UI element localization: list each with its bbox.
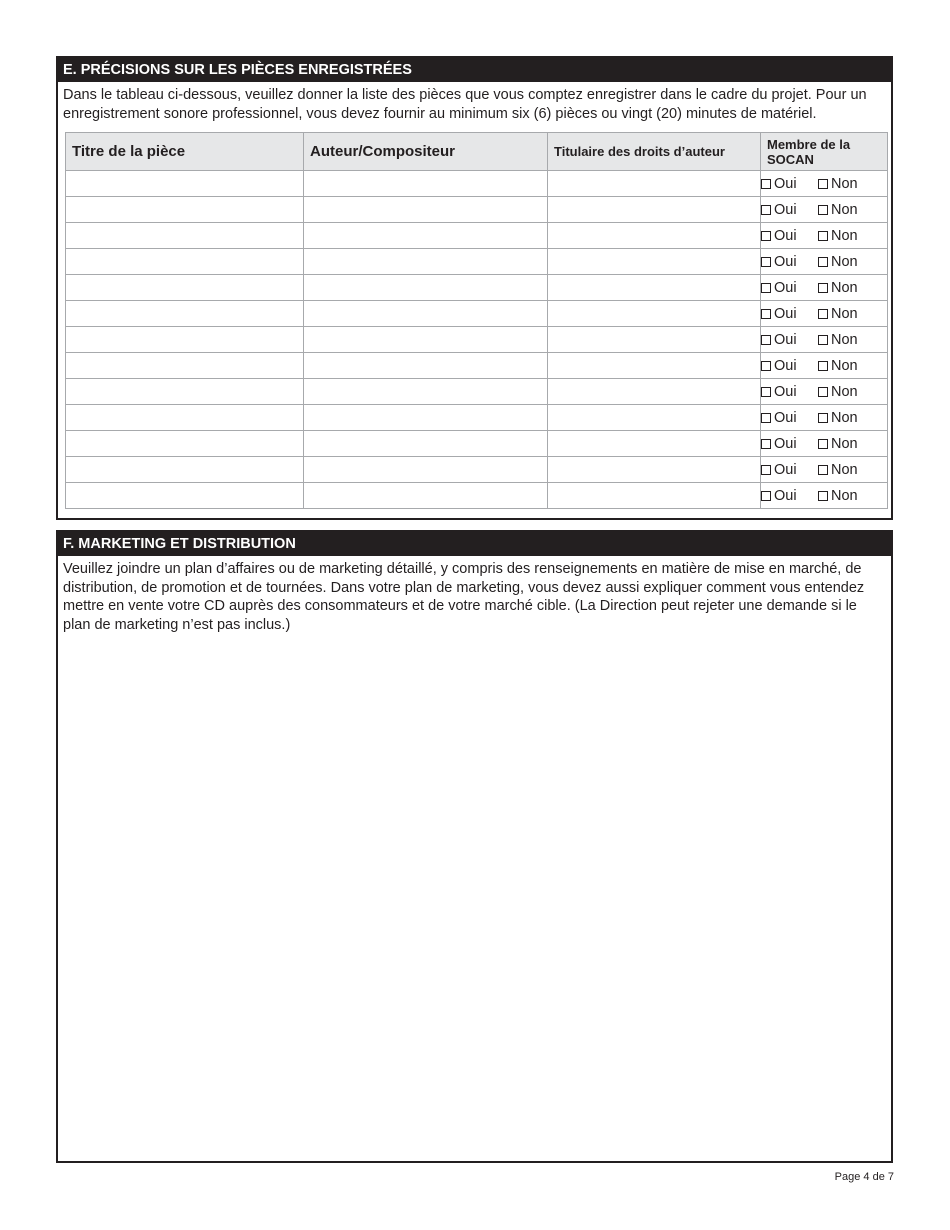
title-cell[interactable] — [66, 275, 304, 301]
author-cell[interactable] — [304, 223, 548, 249]
no-checkbox[interactable] — [818, 179, 828, 189]
yes-label: Oui — [774, 175, 797, 192]
yes-checkbox[interactable] — [761, 465, 771, 475]
no-label: Non — [831, 331, 858, 348]
rights-holder-cell[interactable] — [548, 405, 761, 431]
section-f-intro: Veuillez joindre un plan d’affaires ou de marketing détaillé, y compris des renseignements en matière de mise en marché, de distribution, de promotion et de tournées. Dans votre plan de marketing, vous devez aussi expliquer comment vous entendez mettre en vente votre CD auprès des consommateurs et de votre marché cible. (La Direction peut rejeter une demande si le plan de marketing n’est pas inclus.) — [63, 561, 865, 633]
socan-yes-option[interactable] — [761, 410, 818, 426]
socan-cell — [761, 301, 888, 327]
author-cell[interactable] — [304, 405, 548, 431]
rights-holder-cell[interactable] — [548, 197, 761, 223]
table-row — [66, 275, 888, 301]
rights-holder-cell[interactable] — [548, 353, 761, 379]
socan-cell — [761, 249, 888, 275]
table-row — [66, 327, 888, 353]
socan-yes-option[interactable] — [761, 202, 818, 218]
table-row — [66, 223, 888, 249]
rights-holder-cell[interactable] — [548, 431, 761, 457]
section-e-intro: Dans le tableau ci-dessous, veuillez donner la liste des pièces que vous comptez enregistrer dans le cadre du projet. Pour un enregistrement sonore professionnel, vous devez fournir au minimum six (6) pièces ou vingt (20) minutes de matériel. — [63, 87, 867, 122]
yes-checkbox[interactable] — [761, 387, 771, 397]
table-row — [66, 457, 888, 483]
title-cell[interactable] — [66, 327, 304, 353]
table-row — [66, 197, 888, 223]
column-header-rights-holder: Titulaire des droits d’auteur — [548, 133, 761, 171]
column-header-title: Titre de la pièce — [66, 133, 304, 171]
socan-no-option[interactable] — [818, 332, 858, 348]
no-label: Non — [831, 201, 858, 218]
title-cell[interactable] — [66, 171, 304, 197]
column-header-socan: Membre de la SOCAN — [761, 133, 888, 171]
table-row — [66, 353, 888, 379]
author-cell[interactable] — [304, 249, 548, 275]
author-cell[interactable] — [304, 379, 548, 405]
socan-no-option[interactable] — [818, 410, 858, 426]
title-cell[interactable] — [66, 431, 304, 457]
socan-no-option[interactable] — [818, 488, 858, 504]
socan-cell — [761, 275, 888, 301]
rights-holder-cell[interactable] — [548, 327, 761, 353]
socan-no-option[interactable] — [818, 280, 858, 296]
author-cell[interactable] — [304, 327, 548, 353]
title-cell[interactable] — [66, 379, 304, 405]
no-label: Non — [831, 435, 858, 452]
section-f-title: F. MARKETING ET DISTRIBUTION — [58, 532, 891, 556]
socan-cell — [761, 431, 888, 457]
socan-cell — [761, 327, 888, 353]
yes-label: Oui — [774, 331, 797, 348]
yes-checkbox[interactable] — [761, 413, 771, 423]
socan-cell — [761, 457, 888, 483]
socan-yes-option[interactable] — [761, 332, 818, 348]
no-label: Non — [831, 305, 858, 322]
socan-no-option[interactable] — [818, 358, 858, 374]
socan-no-option[interactable] — [818, 254, 858, 270]
socan-cell — [761, 197, 888, 223]
author-cell[interactable] — [304, 275, 548, 301]
title-cell[interactable] — [66, 301, 304, 327]
socan-yes-option[interactable] — [761, 436, 818, 452]
socan-yes-option[interactable] — [761, 228, 818, 244]
yes-label: Oui — [774, 383, 797, 400]
socan-yes-option[interactable] — [761, 462, 818, 478]
no-checkbox[interactable] — [818, 231, 828, 241]
yes-checkbox[interactable] — [761, 491, 771, 501]
socan-yes-option[interactable] — [761, 176, 818, 192]
yes-label: Oui — [774, 435, 797, 452]
no-label: Non — [831, 383, 858, 400]
section-f — [56, 530, 893, 1163]
no-checkbox[interactable] — [818, 257, 828, 267]
socan-cell — [761, 379, 888, 405]
no-checkbox[interactable] — [818, 465, 828, 475]
title-cell[interactable] — [66, 405, 304, 431]
section-e — [56, 56, 893, 520]
no-label: Non — [831, 227, 858, 244]
no-checkbox[interactable] — [818, 361, 828, 371]
yes-checkbox[interactable] — [761, 439, 771, 449]
no-label: Non — [831, 279, 858, 296]
yes-checkbox[interactable] — [761, 309, 771, 319]
yes-checkbox[interactable] — [761, 205, 771, 215]
no-checkbox[interactable] — [818, 283, 828, 293]
yes-label: Oui — [774, 279, 797, 296]
no-label: Non — [831, 175, 858, 192]
rights-holder-cell[interactable] — [548, 275, 761, 301]
socan-no-option[interactable] — [818, 462, 858, 478]
table-row — [66, 483, 888, 509]
yes-label: Oui — [774, 305, 797, 322]
socan-yes-option[interactable] — [761, 254, 818, 270]
rights-holder-cell[interactable] — [548, 301, 761, 327]
title-cell[interactable] — [66, 457, 304, 483]
no-checkbox[interactable] — [818, 309, 828, 319]
marketing-plan-area[interactable] — [58, 642, 891, 1161]
yes-checkbox[interactable] — [761, 257, 771, 267]
socan-cell — [761, 353, 888, 379]
yes-label: Oui — [774, 227, 797, 244]
no-label: Non — [831, 461, 858, 478]
rights-holder-cell[interactable] — [548, 223, 761, 249]
author-cell[interactable] — [304, 483, 548, 509]
no-checkbox[interactable] — [818, 439, 828, 449]
title-cell[interactable] — [66, 483, 304, 509]
author-cell[interactable] — [304, 171, 548, 197]
socan-no-option[interactable] — [818, 436, 858, 452]
table-row — [66, 405, 888, 431]
no-label: Non — [831, 253, 858, 270]
socan-no-option[interactable] — [818, 228, 858, 244]
page-number: Page 4 de 7 — [834, 1171, 894, 1183]
title-cell[interactable] — [66, 249, 304, 275]
yes-label: Oui — [774, 357, 797, 374]
no-checkbox[interactable] — [818, 387, 828, 397]
table-row — [66, 301, 888, 327]
socan-yes-option[interactable] — [761, 488, 818, 504]
rights-holder-cell[interactable] — [548, 249, 761, 275]
rights-holder-cell[interactable] — [548, 379, 761, 405]
socan-no-option[interactable] — [818, 306, 858, 322]
table-header-row — [66, 133, 888, 171]
socan-yes-option[interactable] — [761, 280, 818, 296]
yes-label: Oui — [774, 409, 797, 426]
socan-cell — [761, 223, 888, 249]
no-label: Non — [831, 409, 858, 426]
yes-checkbox[interactable] — [761, 179, 771, 189]
table-row — [66, 431, 888, 457]
yes-checkbox[interactable] — [761, 361, 771, 371]
author-cell[interactable] — [304, 301, 548, 327]
column-header-author: Auteur/Compositeur — [304, 133, 548, 171]
no-label: Non — [831, 487, 858, 504]
title-cell[interactable] — [66, 197, 304, 223]
socan-no-option[interactable] — [818, 384, 858, 400]
table-row — [66, 379, 888, 405]
socan-yes-option[interactable] — [761, 384, 818, 400]
no-checkbox[interactable] — [818, 413, 828, 423]
no-label: Non — [831, 357, 858, 374]
socan-cell — [761, 405, 888, 431]
yes-label: Oui — [774, 487, 797, 504]
yes-label: Oui — [774, 253, 797, 270]
table-row — [66, 249, 888, 275]
rights-holder-cell[interactable] — [548, 483, 761, 509]
yes-label: Oui — [774, 201, 797, 218]
no-checkbox[interactable] — [818, 335, 828, 345]
no-checkbox[interactable] — [818, 491, 828, 501]
author-cell[interactable] — [304, 353, 548, 379]
author-cell[interactable] — [304, 457, 548, 483]
pieces-table — [65, 132, 888, 509]
author-cell[interactable] — [304, 197, 548, 223]
yes-checkbox[interactable] — [761, 283, 771, 293]
title-cell[interactable] — [66, 223, 304, 249]
section-e-title: E. PRÉCISIONS SUR LES PIÈCES ENREGISTRÉES — [58, 58, 891, 82]
socan-cell — [761, 483, 888, 509]
table-row — [66, 171, 888, 197]
socan-yes-option[interactable] — [761, 358, 818, 374]
rights-holder-cell[interactable] — [548, 171, 761, 197]
author-cell[interactable] — [304, 431, 548, 457]
title-cell[interactable] — [66, 353, 304, 379]
yes-label: Oui — [774, 461, 797, 478]
socan-cell — [761, 171, 888, 197]
pieces-table-body — [66, 171, 888, 509]
yes-checkbox[interactable] — [761, 335, 771, 345]
socan-no-option[interactable] — [818, 202, 858, 218]
socan-no-option[interactable] — [818, 176, 858, 192]
socan-yes-option[interactable] — [761, 306, 818, 322]
yes-checkbox[interactable] — [761, 231, 771, 241]
no-checkbox[interactable] — [818, 205, 828, 215]
rights-holder-cell[interactable] — [548, 457, 761, 483]
